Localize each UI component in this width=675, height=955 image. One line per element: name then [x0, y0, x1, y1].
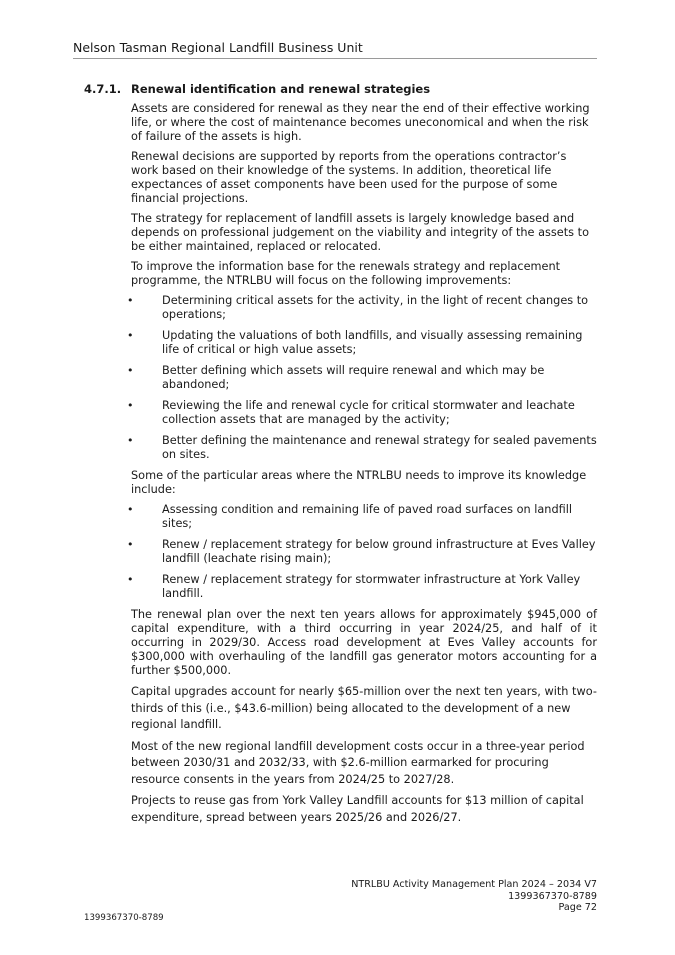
page-header: Nelson Tasman Regional Landfill Business Unit: [73, 40, 597, 59]
bullet-icon: •: [127, 434, 134, 447]
list-item-text: Better defining the maintenance and renewal strategy for sealed pavements on sites.: [162, 434, 597, 461]
footer-doc-id: 1399367370-8789: [508, 890, 597, 902]
paragraph: Projects to reuse gas from York Valley Landfill accounts for $13 million of capital expenditure, spread between years 2025/26 and 2026/27.: [131, 794, 584, 824]
footer-page-number: Page 72: [558, 902, 597, 913]
page-footer: [351, 879, 597, 914]
list-item: [127, 399, 597, 427]
improvements-list: [127, 294, 597, 462]
bullet-icon: •: [127, 573, 134, 586]
list-item: [127, 364, 597, 392]
paragraph: Renewal decisions are supported by reports from the operations contractor’s work based on their knowledge of the systems. In addition, theoretical life expectances of asset components have been used for the purpose of some financial projections.: [131, 150, 567, 205]
footer-left-doc-id: 1399367370-8789: [84, 913, 164, 923]
paragraph: Most of the new regional landfill development costs occur in a three-year period between 2030/31 and 2032/33, with $2.6-million earmarked for procuring resource consents in the years from 2024/25 to 2027/28.: [131, 739, 585, 786]
list-item: [127, 329, 597, 357]
list-item: [127, 294, 597, 322]
paragraph: Assets are considered for renewal as they near the end of their effective working life, or where the cost of maintenance becomes uneconomical and when the risk of failure of the assets is high.: [131, 102, 590, 143]
list-item: [127, 503, 597, 531]
list-item-text: Assessing condition and remaining life of paved road surfaces on landfill sites;: [162, 503, 573, 530]
paragraph: The renewal plan over the next ten years allows for approximately $945,000 of capital expenditure, with a third occurring in year 2024/25, and half of it occurring in 2029/30. Access road development at Eves Valley accounts for $300,000 with overhauling of the landfill gas generator motors accounting for a further $500,000.: [131, 608, 597, 677]
bullet-icon: •: [127, 399, 134, 412]
list-item-text: Updating the valuations of both landfills, and visually assessing remaining life of critical or high value assets;: [162, 329, 583, 356]
paragraph: The strategy for replacement of landfill assets is largely knowledge based and depends on professional judgement on the viability and integrity of the assets to be either maintained, replaced or relocated.: [131, 212, 589, 253]
paragraph: Some of the particular areas where the NTRLBU needs to improve its knowledge include:: [131, 469, 587, 496]
bullet-icon: •: [127, 503, 134, 516]
bullet-icon: •: [127, 364, 134, 377]
paragraph: To improve the information base for the renewals strategy and replacement programme, the NTRLBU will focus on the following improvements:: [131, 260, 561, 287]
knowledge-areas-list: [127, 503, 597, 601]
section-title: Renewal identification and renewal strategies: [131, 82, 431, 96]
list-item-text: Determining critical assets for the activity, in the light of recent changes to operations;: [162, 294, 589, 321]
list-item-text: Better defining which assets will require renewal and which may be abandoned;: [162, 364, 545, 391]
bullet-icon: •: [127, 538, 134, 551]
bullet-icon: •: [127, 329, 134, 342]
list-item: [127, 434, 597, 462]
footer-plan-title: NTRLBU Activity Management Plan 2024 – 2034 V7: [351, 879, 597, 890]
section-body: [127, 102, 597, 831]
paragraph: Capital upgrades account for nearly $65-million over the next ten years, with two-thirds of this (i.e., $43.6-million) being allocated to the development of a new regional landfill.: [131, 685, 597, 731]
list-item: [127, 538, 597, 566]
list-item-text: Reviewing the life and renewal cycle for critical stormwater and leachate collection assets that are managed by the activity;: [162, 399, 575, 426]
list-item-text: Renew / replacement strategy for below ground infrastructure at Eves Valley landfill (leachate rising main);: [162, 538, 596, 565]
section-number: 4.7.1.: [84, 82, 122, 96]
bullet-icon: •: [127, 294, 134, 307]
list-item-text: Renew / replacement strategy for stormwater infrastructure at York Valley landfill.: [162, 573, 581, 600]
list-item: [127, 573, 597, 601]
